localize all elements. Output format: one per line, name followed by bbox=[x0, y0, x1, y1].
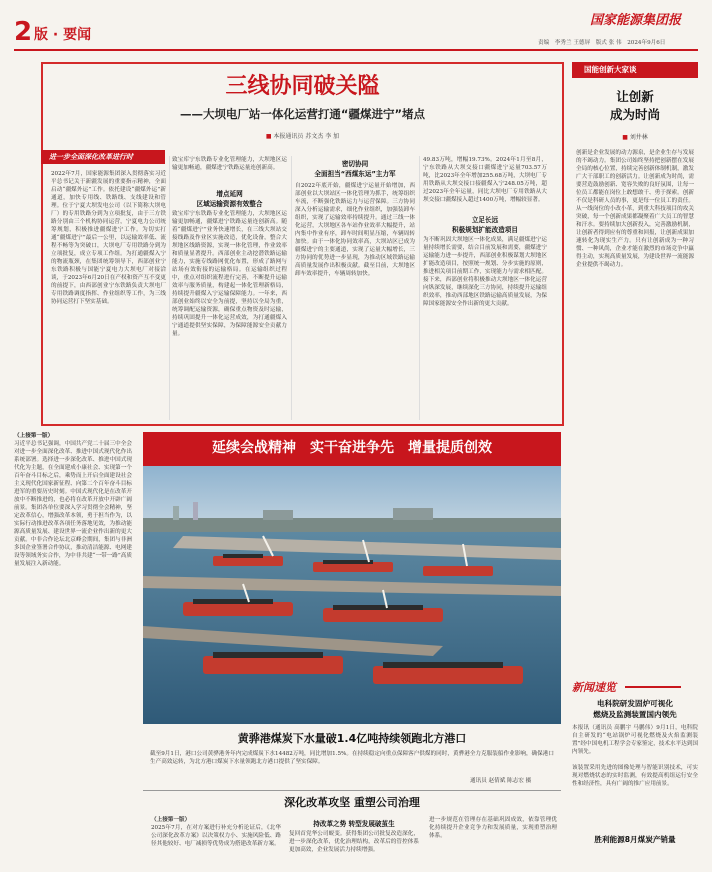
lead-headline: 三线协同破关隘 bbox=[225, 74, 380, 99]
forum-tag bbox=[572, 62, 698, 78]
lead-subhead-1: 增点延网 区域运输资源有效整合 bbox=[196, 190, 263, 208]
lower-col-2: 复回首党华公司蜕变。获得集团公司批复改造深化，进一步深化改革，优化治理结构，改革后的管控体系更加高效，企业发展活力持续增强。 bbox=[289, 831, 419, 853]
column-divider bbox=[291, 156, 292, 420]
news-section-rule bbox=[625, 686, 681, 688]
column-divider bbox=[169, 156, 170, 420]
lower-subhead: 持改革之势 转型发展破茧生 bbox=[313, 820, 395, 828]
news-text-1: 该装置采用先进的图像处理与智能识别技术，可实现对燃烧状态的实时监测，有效提高机组运行安全性和经济性，具有广阔的推广应用前景。 bbox=[572, 765, 698, 787]
lower-col-3: 进一步规范在管理存在基础巩固成效，依靠管理优化持续提升企业竞争力和发展质量，实现重塑治理体系。 bbox=[429, 817, 557, 839]
lower-article bbox=[143, 790, 561, 872]
opinion-title: 让创新 成为时尚 bbox=[609, 89, 660, 122]
lower-headline: 深化改革攻坚 重塑公司治理 bbox=[284, 796, 420, 809]
lower-col-1: 2025年7月，在对方案进行补充分析论证后，《北华公司深化改革方案》以决策权力小、实施风险低、路径其他较好、电厂减损等优势成为搭建改革新方案。 bbox=[151, 825, 281, 847]
kicker-bar bbox=[41, 150, 165, 164]
byline-marker: ■ bbox=[265, 133, 272, 140]
byline-text: 本报通讯员 苏文杰 李 加 bbox=[273, 133, 340, 140]
masthead-rule bbox=[14, 49, 698, 51]
news-section-tag bbox=[572, 676, 698, 694]
lead-byline bbox=[43, 131, 562, 140]
news-headline-1: 电科院研发固炉可视化 燃烧及监测装置国内领先 bbox=[593, 699, 677, 719]
left-lower-article bbox=[14, 432, 132, 828]
lead-column-4: 49.83万吨，增幅19.73%。2024年1月至8月，宁东铁路从大坝交接口疆煤进宁运量703.57万吨，比2023年全年增加255.68万吨，大坝电厂专用铁路从大坝交接口接疆煤入宁248.05万吨，超过2023年全年运量，同比大坝电厂专用铁路从大坝交接口疆煤接入超过1400万吨，增幅较显著。 bbox=[423, 157, 547, 203]
news-section-text: 新闻速览 bbox=[572, 681, 616, 694]
news-byline-1: 本报讯（通讯员 高鹏宇 马鹏伟）9月1日，电科院自主研发的“电站锅炉可视化燃烧及火焰监测装置”经中国电机工程学会专家鉴定，技术水平达到国内领先。 bbox=[572, 725, 698, 755]
page-label: 版 · 要闻 bbox=[34, 27, 92, 43]
column-divider bbox=[419, 156, 420, 420]
author-marker: ■ bbox=[622, 134, 628, 141]
lead-column-4b: 为不断巩固大坝地区一体化成果，满足疆煤进宁运量持续增长需要，结合目前发展和需要，疆煤进宁运输能力进一步提升，西部创业积极谋划大坝地区扩能改造项目，按照统一规划、分步实施的原则，推进相关项目前期工作，实现能力与需求相匹配。接下来，西部创业将积极推动大坝地区一体化运营向纵深发展，继续深化三方协同，持续提升运输组织效率，推动西部地区铁路运输高质量发展，为保障国家能源安全作出新的更大贡献。 bbox=[423, 237, 547, 307]
left-lower-text: 习近平总书记强调，中国共产党二十届三中全会对进一步全面深化改革、推进中国式现代化作出系统部署。选择进一步深化改革、推进中国式现代化为主题，在全面建成小康社会、实现第一个百年奋斗目标之后，乘势而上开启全面建设社会主义现代化国家新征程、向第二个百年奋斗目标进军的重要历史时刻。中国式现代化是在改革开放中不断推进的，也必将在改革开放中开辟广阔前景。集团各单位要深入学习贯彻全会精神，坚定改革信心，增强改革本领，勇于担当作为，以实际行动推进改革各项任务落地见效，为推动能源高质量发展、建设世界一流企业作出新的更大贡献。中非合作论坛北京峰会期间，集团与非洲多国企业签署合作协议，推动清洁能源、电网建设等领域务实合作，为中非共建“一带一路”高质量发展注入新动能。 bbox=[14, 441, 132, 567]
banner-slogan: 延续会战精神 实干奋进争先 增量提质创效 bbox=[212, 440, 492, 456]
photo-credit: 通讯员 赵倩斌 陈志宏 摄 bbox=[470, 778, 532, 784]
photo-caption-text: 截至9月1日，港口公司黄骅港务年内完成煤炭下水14482万吨，同比增加1.5%。在持续稳定向重点保障客户供煤的同时，黄骅港全力克服装船作业影响，确保港口生产高效运转，为北方港口煤炭下水量领跑北方港口提供了坚实保障。 bbox=[150, 751, 554, 765]
lead-column-1: 2022年7月，国家能源集团深入贯彻落实习近平总书记关于新疆发展的重要指示精神，全面启动“疆煤外运”工作。依托建设“疆煤外运”新通道，加快专用线、铁路线、支线建设和管理。位于宁夏大坝发电公司（以下简称大坝电厂）的专用铁路分到为立项批复，由于三方铁路分别由三个机构协同运营，宁夏电力公司统筹规划，积极推进疆煤进宁工作。为切实打通“疆煤进宁”最后一公里，以运输效率低、流程不畅等为突破口，大坝电厂专用铁路分到为立项批复，成立专项工作组。为打通疆煤入宁的物流瓶颈，在集团统筹领导下，西部创业宁东铁路积极与国能宁夏电力大坝电厂对接洽谈，于2023年6月20日在产权和资产互不变更的前提下，由西部创业宁东铁路负责大坝电厂专用铁路调度指挥、作业组织等工作，为三线协同运营打下坚实基础。 bbox=[51, 171, 166, 305]
news-headline-2: 胜利能源8月煤炭产销量 bbox=[594, 835, 676, 844]
right-column bbox=[572, 62, 698, 672]
paper-name: 国家能源集团报 bbox=[590, 13, 682, 28]
page-number: 2 bbox=[14, 17, 33, 47]
lower-rule bbox=[143, 790, 561, 791]
harbor-photo-graphic bbox=[143, 466, 561, 724]
lead-subheadline: ——大坝电厂站一体化运营打通“疆煤进宁”堵点 bbox=[179, 107, 426, 121]
lower-tag: （上接第一版） bbox=[151, 817, 191, 823]
opinion-text: 创新是企业发展的动力源泉，是企业生存与发展的不竭动力。集团公司始终坚持把创新摆在发展全局的核心位置，持续完善创新体制机制，激发广大干部职工的创新活力。让创新成为时尚，需要营造鼓励创新、宽容失败的良好氛围，让每一位员工都能在岗位上敢想敢干、勇于探索。创新不仅是科研人员的事，更是每一位员工的责任。从一线岗位的小改小革，到重大科技项目的攻关突破，每一个创新成果都凝聚着广大员工的智慧和汗水。要持续加大创新投入，完善激励机制，让创新者得到应有的尊重和回报，让创新成果加速转化为现实生产力。只有让创新成为一种习惯、一种风尚，企业才能在激烈的市场竞争中赢得主动，实现高质量发展，为建设世界一流能源企业提供不竭动力。 bbox=[576, 150, 694, 268]
lead-column-3: 自2022年底开始，疆煤进宁运量开始增加，西部创业以大坝站区一体化管理为抓手，统筹组织车流，不断强化铁路运力与运营保障。三方协同深入分析运输需求，细化作业组织，加强装卸车组织，实现了运输效率持续提升。通过三线一体化运营，大坝地区各车站作业效率大幅提升，站内集中作业有序，卸车时间明显压缩，车辆周转加快。由于一体化协同效率高，大坝站区已成为疆煤进宁的主要通道，实现了运量大幅增长，三方协同的优势进一步显现，为推动区域铁路运输高质量发展作出积极贡献。截至目前，大坝地区卸车效率提升，车辆周转加快。 bbox=[295, 183, 415, 277]
lead-column-2a: 致宝库宁东铁路专业化管理能力，大坝地区运输更加畅通，疆煤进宁铁路运量连创新高。 bbox=[172, 157, 287, 171]
lead-subhead-3: 立足长远 积极规划扩能改造项目 bbox=[452, 216, 518, 234]
opinion-author bbox=[572, 132, 698, 141]
news-briefs bbox=[572, 676, 698, 872]
lead-column-2: 致宝库宁东铁路专业化管理能力，大坝地区运输更加畅通，疆煤进宁铁路运量连创新高。随着“疆煤进宁”业务快速增长，在三线大坝站交接线路及作业区实施改造，优化设备，整合大坝地区线路资源，实现一体化管理，作业效率和质量显著提升。西部创业主动挖潜铁路运输能力，实施专线路网优化布置，形成了路网与站场有效衔接的运输格局。在运输组织过程中，重点对组织流程进行完善，不断提升运输效率与服务质量，构建起一体化管理新格局，持续提升疆煤入宁运输保障能力。一年来，西部创业始终以安全为前提，坚持以全局为重，统筹调配运输资源，确保重点物资及时运输，持续巩固提升一体化运营成效，为打通疆煤入宁通道提供坚实保障，为保障能源安全贡献力量。 bbox=[172, 211, 287, 337]
editors-line: 责编 李秀兰 王德屏 版式 张 伟 2024年9月6日 bbox=[538, 40, 666, 46]
lead-article bbox=[41, 62, 564, 426]
masthead bbox=[0, 0, 712, 52]
harbor-photo bbox=[143, 466, 561, 724]
author-name: 刘井林 bbox=[629, 134, 648, 141]
photo-caption-title: 黄骅港煤炭下水量破1.4亿吨持续领跑北方港口 bbox=[237, 732, 467, 745]
lead-subhead-2: 密切协同 全面担当“西煤东运”主力军 bbox=[314, 160, 396, 178]
continued-tag: （上接第一版） bbox=[14, 433, 54, 439]
forum-tag-text: 国能创新大家谈 bbox=[584, 65, 637, 74]
kicker-text: 进一步全面深化改革进行时 bbox=[49, 153, 133, 161]
